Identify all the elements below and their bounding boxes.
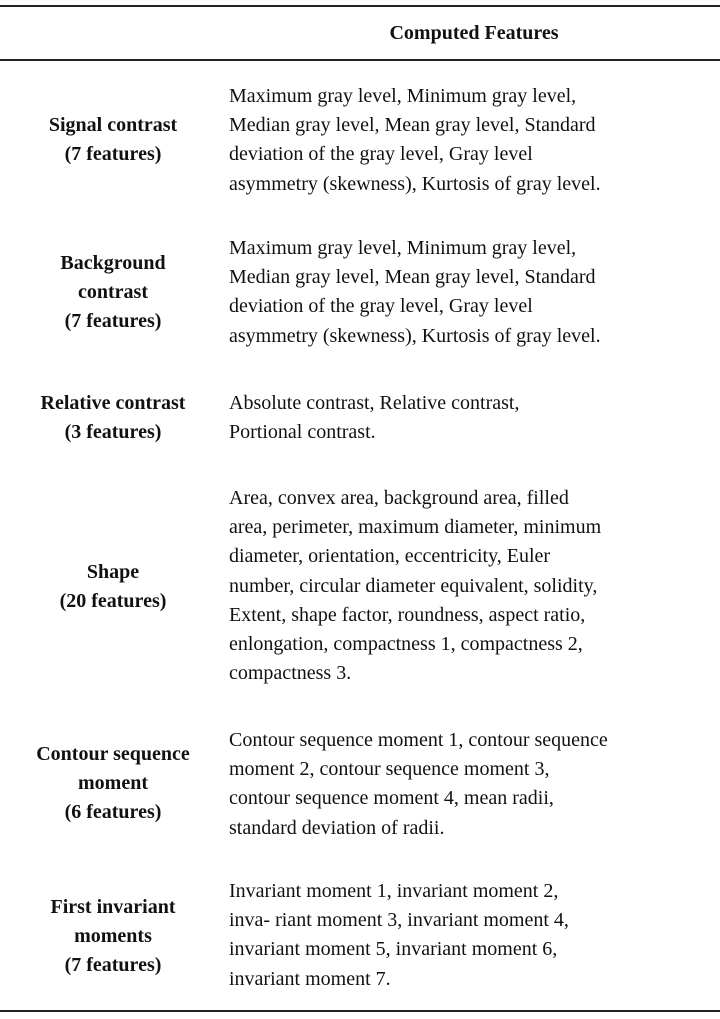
table-top-rule xyxy=(0,5,720,7)
row-description-line: contour sequence moment 4, mean radii, xyxy=(229,787,554,810)
row-description-line: inva- riant moment 3, invariant moment 4, xyxy=(229,909,569,932)
row-label-line: moments xyxy=(74,925,152,947)
row-description-line: Median gray level, Mean gray level, Standard xyxy=(229,114,596,137)
row-description-line: Maximum gray level, Minimum gray level, xyxy=(229,237,577,259)
row-description xyxy=(229,389,717,447)
row-label xyxy=(8,558,218,616)
row-description-line: invariant moment 5, invariant moment 6, xyxy=(229,938,558,961)
row-description-line: Contour sequence moment 1, contour sequence xyxy=(229,729,608,751)
row-label-line: (7 features) xyxy=(64,954,162,976)
row-description-line: asymmetry (skewness), Kurtosis of gray level. xyxy=(229,172,601,195)
row-description-line: Invariant moment 1, invariant moment 2, xyxy=(229,880,559,902)
row-label-line: (3 features) xyxy=(64,421,162,443)
row-description-line: standard deviation of radii. xyxy=(229,816,445,839)
row-description-line: Maximum gray level, Minimum gray level, xyxy=(229,85,577,107)
row-label xyxy=(8,389,218,447)
row-label-line: Signal contrast xyxy=(48,114,178,136)
row-label-line: Relative contrast xyxy=(40,392,186,414)
row-label-line: moment xyxy=(78,772,148,794)
row-description-line: Absolute contrast, Relative contrast, xyxy=(229,392,520,414)
row-label xyxy=(8,893,218,980)
row-label-line: (20 features) xyxy=(59,590,167,612)
row-label xyxy=(8,249,218,336)
column-header-computed-features: Computed Features xyxy=(389,22,559,44)
row-description xyxy=(229,484,717,688)
row-description-line: deviation of the gray level, Gray level xyxy=(229,143,533,166)
row-description-line: compactness 3. xyxy=(229,662,352,685)
row-label xyxy=(8,111,218,169)
row-description-line: number, circular diameter equivalent, solidity, xyxy=(229,574,598,597)
row-label-line: Background xyxy=(60,252,166,274)
row-description-line: Portional contrast. xyxy=(229,421,376,444)
table-bottom-rule xyxy=(0,1010,720,1012)
row-description-line: Extent, shape factor, roundness, aspect ratio, xyxy=(229,603,586,626)
table-header-rule xyxy=(0,59,720,61)
row-description-line: moment 2, contour sequence moment 3, xyxy=(229,758,550,781)
row-description-line: invariant moment 7. xyxy=(229,967,391,990)
row-label-line: Shape xyxy=(86,561,140,583)
row-description xyxy=(229,234,717,351)
row-description-line: asymmetry (skewness), Kurtosis of gray level. xyxy=(229,324,601,347)
row-label-line: (7 features) xyxy=(64,310,162,332)
row-description xyxy=(229,877,717,994)
row-description xyxy=(229,82,717,199)
row-label-line: (6 features) xyxy=(64,801,162,823)
row-label-line: Contour sequence xyxy=(36,743,190,765)
row-description-line: diameter, orientation, eccentricity, Euler xyxy=(229,545,551,568)
row-label-line: contrast xyxy=(78,281,148,303)
row-description-line: deviation of the gray level, Gray level xyxy=(229,295,533,318)
row-description-line: Area, convex area, background area, filled xyxy=(229,487,569,509)
row-description-line: area, perimeter, maximum diameter, minimum xyxy=(229,516,602,539)
row-label-line: (7 features) xyxy=(64,143,162,165)
row-description xyxy=(229,726,717,843)
row-description-line: Median gray level, Mean gray level, Standard xyxy=(229,266,596,289)
row-label xyxy=(8,740,218,827)
row-label-line: First invariant xyxy=(50,896,176,918)
row-description-line: enlongation, compactness 1, compactness 2, xyxy=(229,633,583,656)
